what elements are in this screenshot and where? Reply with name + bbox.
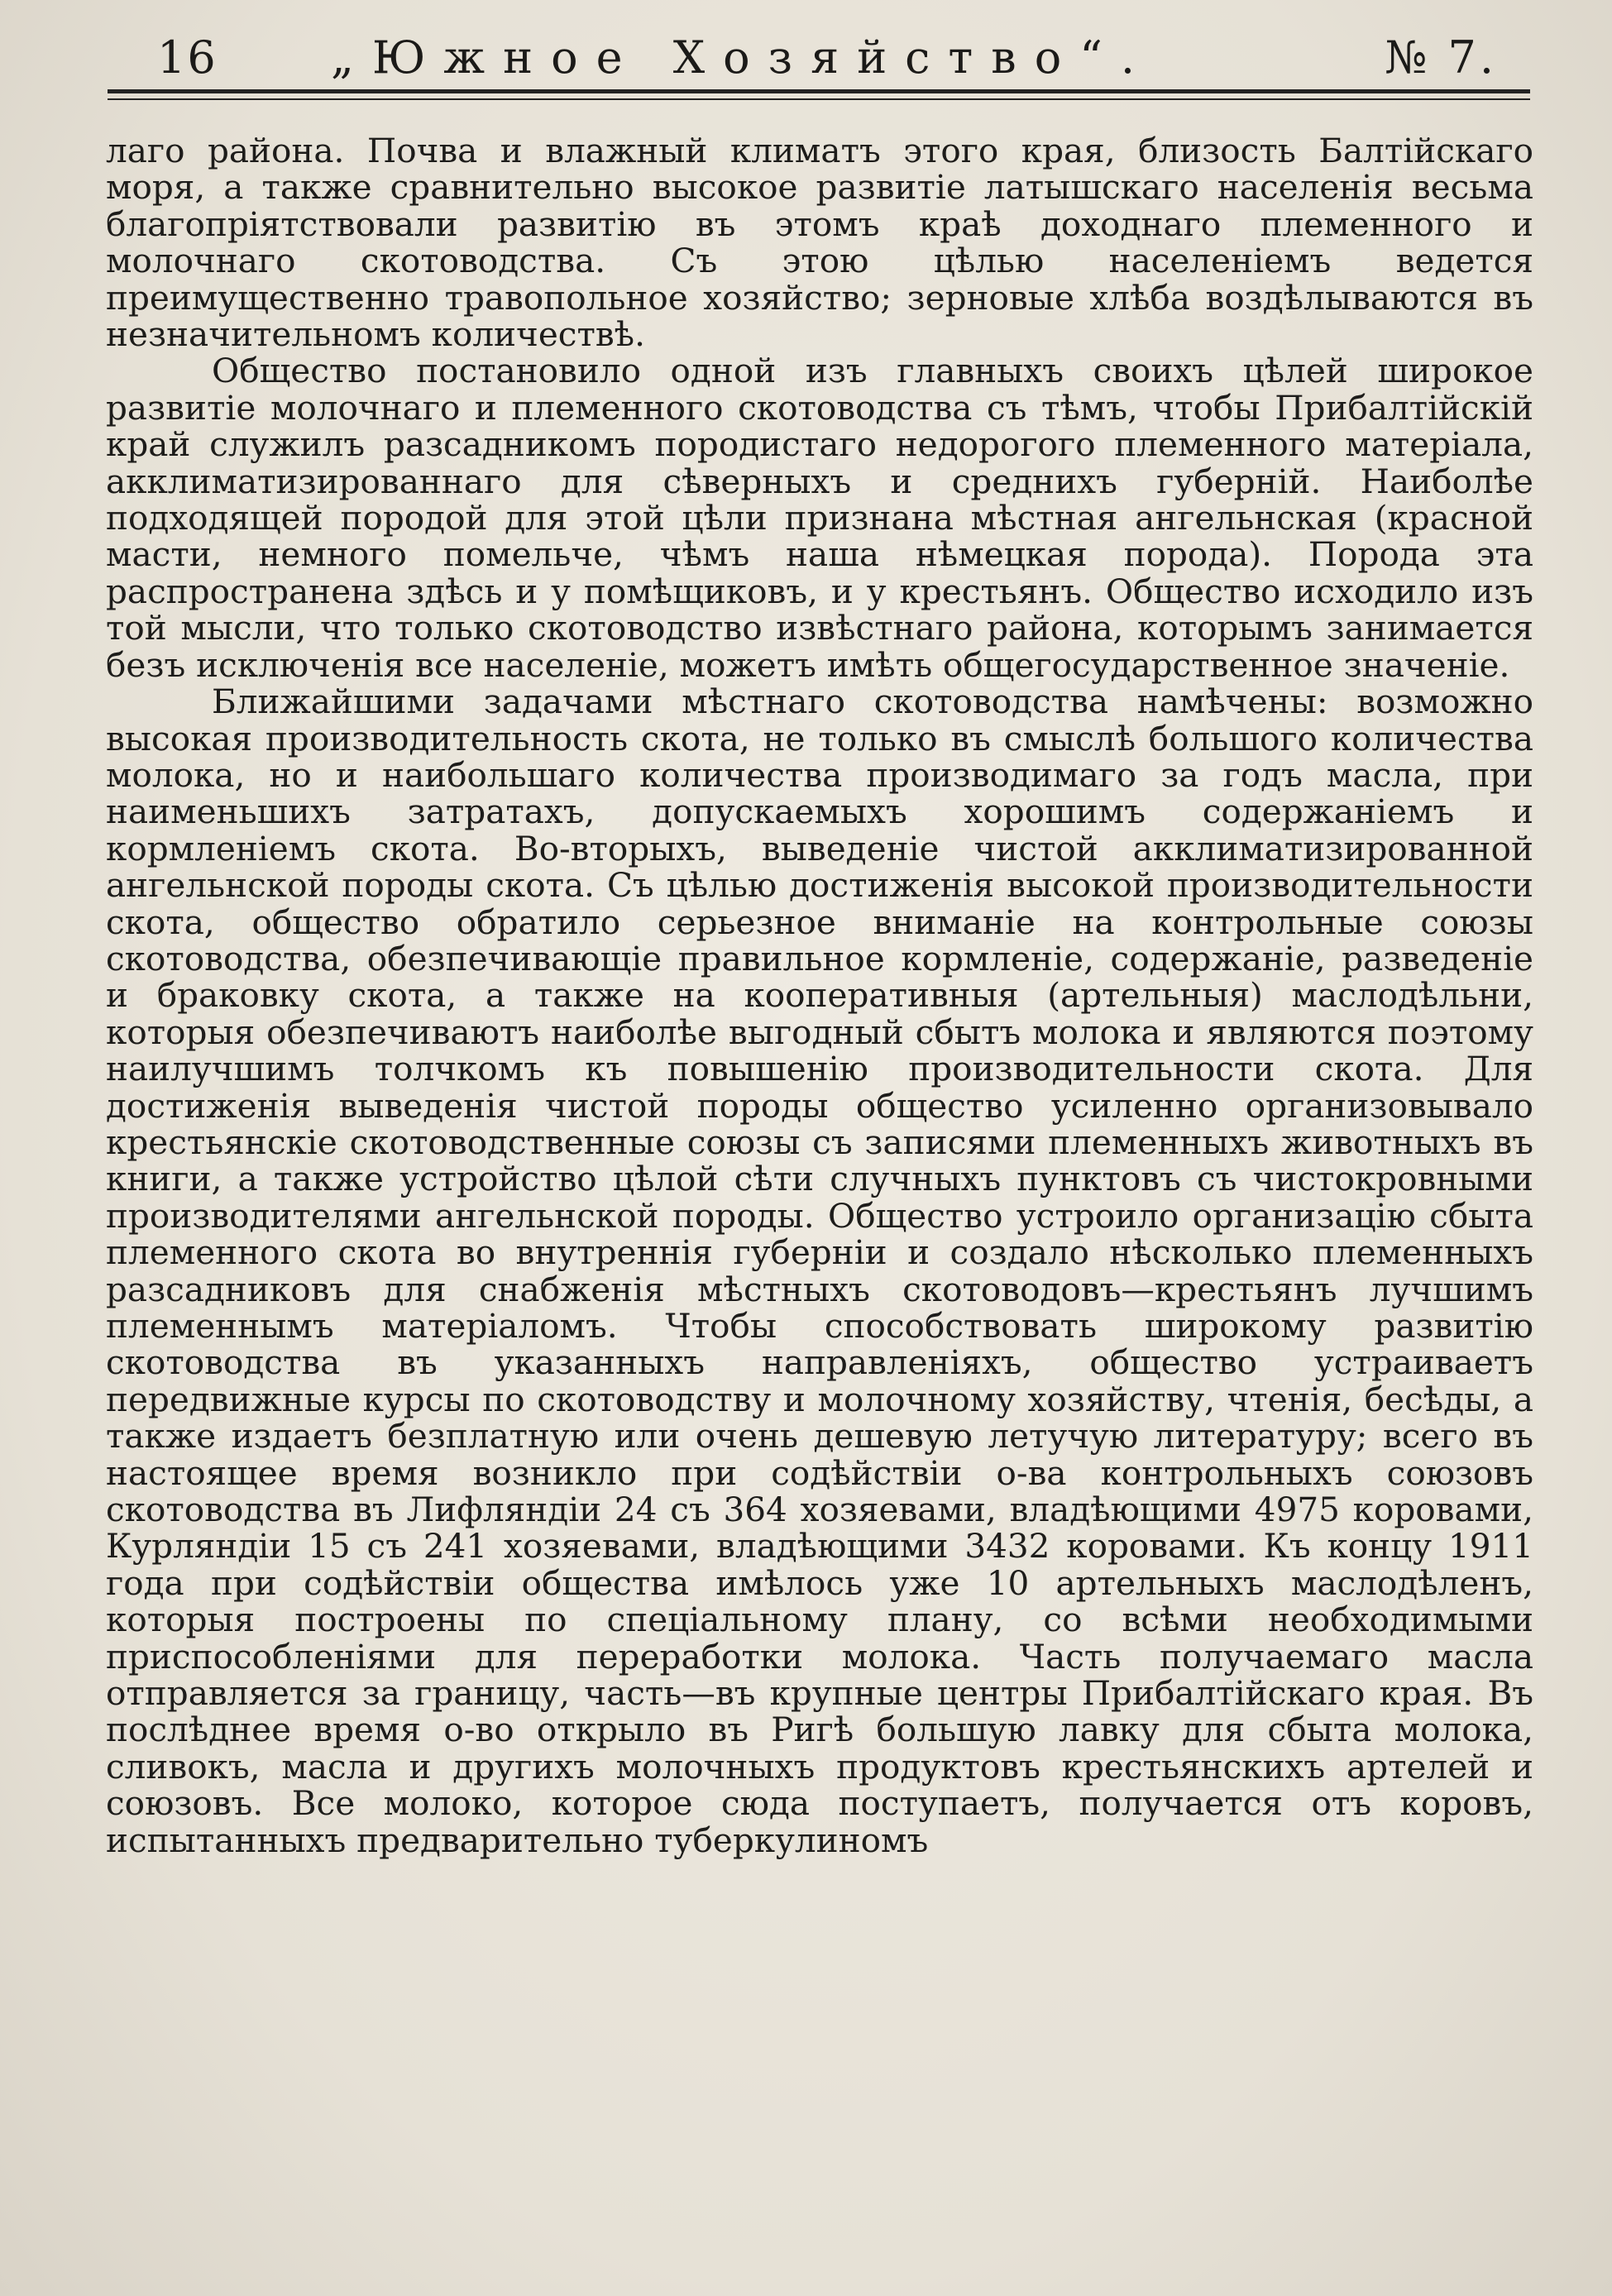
issue-number: № 7.	[1385, 31, 1497, 84]
journal-title: „Южное Хозяйство“.	[331, 31, 1153, 84]
header-rule-thin	[108, 98, 1530, 100]
paragraph: Общество постановило одной изъ главныхъ своихъ цѣлей широкое развитіе молочнаго и племенного скотоводства съ тѣмъ, чтобы Прибалтійскій край служилъ разсадникомъ породистаго недорогого племенного матеріала, акклиматизированнаго для сѣверныхъ и среднихъ губерній. Наиболѣе подходящей породой для этой цѣли признана мѣстная ангельнская (красной масти, немного помельче, чѣмъ наша нѣмецкая порода). Порода эта распространена здѣсь и у помѣщиковъ, и у крестьянъ. Общество исходило изъ той мысли, что только скотоводство извѣстнаго района, которымъ занимается безъ исключенія все населеніе, можетъ имѣть общегосударственное значеніе.	[106, 351, 1533, 685]
header-rule-thick	[108, 89, 1530, 93]
paragraph-continued: лаго района. Почва и влажный климатъ этого края, близость Балтійскаго моря, а также сравнительно высокое развитіе латышскаго населенія весьма благопріятствовали развитію въ этомъ краѣ доходнаго племенного и молочнаго скотоводства. Съ этою цѣлью населеніемъ ведется преимущественно травопольное хозяйство; зерновые хлѣба воздѣлываются въ незначительномъ количествѣ.	[106, 131, 1533, 355]
page-header	[157, 31, 1497, 91]
page-number: 16	[157, 31, 218, 84]
paragraph: Ближайшими задачами мѣстнаго скотоводства намѣчены: возможно высокая производительность скота, не только въ смыслѣ большого количества молока, но и наибольшаго количества производимаго за годъ масла, при наименьшихъ затратахъ, допускаемыхъ хорошимъ содержаніемъ и кормленіемъ скота. Во-вторыхъ, выведеніе чистой акклиматизированной ангельнской породы скота. Съ цѣлью достиженія высокой производительности скота, общество обратило серьезное вниманіе на контрольные союзы скотоводства, обезпечивающіе правильное кормленіе, содержаніе, разведеніе и браковку скота, а также на кооперативныя (артельныя) маслодѣльни, которыя обезпечиваютъ наиболѣе выгодный сбытъ молока и являются поэтому наилучшимъ толчкомъ къ повышенію производительности скота. Для достиженія выведенія чистой породы общество усиленно организовывало крестьянскіе скотоводственные союзы съ записями племенныхъ животныхъ въ книги, а также устройство цѣлой сѣти случныхъ пунктовъ съ чистокровными производителями ангельнской породы. Общество устроило организацію сбыта племенного скота во внутреннія губерніи и создало нѣсколько племенныхъ разсадниковъ для снабженія мѣстныхъ скотоводовъ—крестьянъ лучшимъ племеннымъ матеріаломъ. Чтобы способствовать широкому развитію скотоводства въ указанныхъ направленіяхъ, общество устраиваетъ передвижные курсы по скотоводству и молочному хозяйству, чтенія, бесѣды, а также издаетъ безплатную или очень дешевую летучую литературу; всего въ настоящее время возникло при содѣйствіи о-ва контрольныхъ союзовъ скотоводства въ Лифляндіи 24 съ 364 хозяевами, владѣющими 4975 коровами, Курляндіи 15 съ 241 хозяевами, владѣющими 3432 коровами. Къ концу 1911 года при содѣйствіи общества имѣлось уже 10 артельныхъ маслодѣленъ, которыя построены по спеціальному плану, со всѣми необходимыми приспособленіями для переработки молока. Часть получаемаго масла отправляется за границу, часть—въ крупные центры Прибалтійскаго края. Въ послѣднее время о-во открыло въ Ригѣ большую лавку для сбыта молока, сливокъ, масла и другихъ молочныхъ продуктовъ крестьянскихъ артелей и союзовъ. Все молоко, которое сюда поступаетъ, получается отъ коровъ, испытанныхъ предварительно туберкулиномъ	[106, 682, 1533, 1860]
article-body	[106, 132, 1533, 1858]
